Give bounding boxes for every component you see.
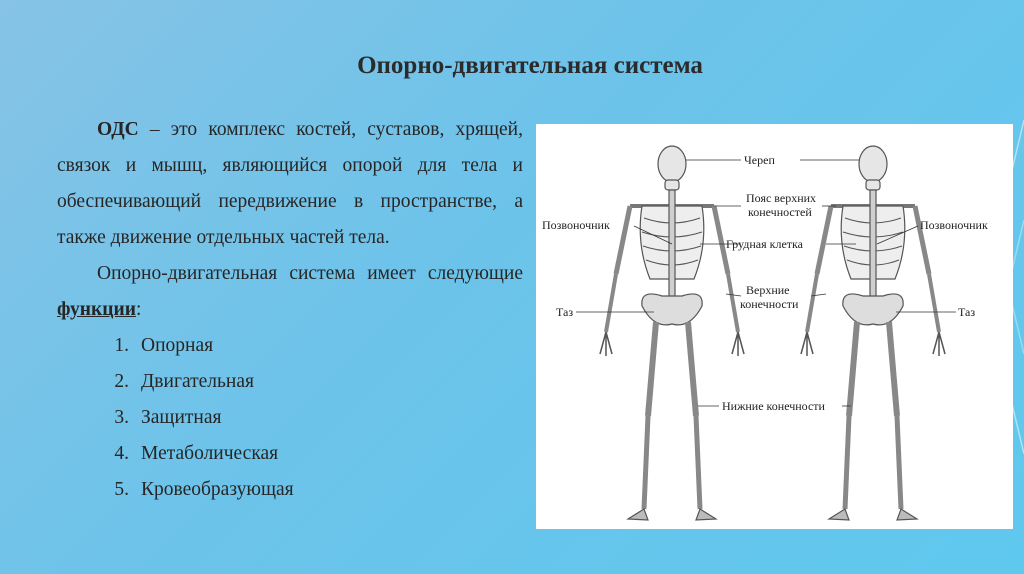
label-upper-limbs-2: конечности bbox=[740, 297, 799, 311]
functions-list bbox=[57, 328, 523, 508]
slide-body bbox=[57, 112, 523, 508]
definition-text: – это комплекс костей, суставов, хрящей, связок и мышц, являющийся опорой для тела и обеспечивающий передвижение в пространстве, а также движение отдельных частей тела. bbox=[57, 119, 523, 248]
label-shoulder-girdle-2: конечностей bbox=[748, 205, 812, 219]
skeleton-back bbox=[801, 146, 945, 520]
label-skull: Череп bbox=[744, 153, 775, 167]
label-chest: Грудная клетка bbox=[726, 237, 804, 251]
functions-intro bbox=[57, 256, 523, 328]
skeleton-front bbox=[600, 146, 744, 520]
label-shoulder-girdle: Пояс верхних bbox=[746, 191, 817, 205]
slide-title: Опорно-двигательная система bbox=[357, 52, 703, 79]
functions-word: функции bbox=[57, 299, 136, 320]
label-pelvis-left: Таз bbox=[556, 305, 574, 319]
label-spine-left: Позвоночник bbox=[542, 218, 610, 232]
definition-paragraph bbox=[57, 112, 523, 256]
label-lower-limbs: Нижние конечности bbox=[722, 399, 825, 413]
label-upper-limbs: Верхние bbox=[746, 283, 790, 297]
label-spine-right: Позвоночник bbox=[920, 218, 988, 232]
ods-term: ОДС bbox=[97, 119, 139, 140]
list-item: 5. Кровеобразующая bbox=[114, 479, 294, 500]
list-item: 3. Защитная bbox=[114, 407, 222, 428]
functions-colon: : bbox=[135, 299, 142, 320]
skeleton-illustration bbox=[536, 124, 1013, 529]
list-item: 1. Опорная bbox=[114, 335, 214, 356]
list-item: 4. Метаболическая bbox=[114, 443, 279, 464]
skeleton-figure bbox=[536, 124, 1013, 529]
label-pelvis-right: Таз bbox=[958, 305, 976, 319]
functions-lead: Опорно-двигательная система имеет следующие bbox=[97, 263, 523, 284]
list-item: 2. Двигательная bbox=[114, 371, 254, 392]
